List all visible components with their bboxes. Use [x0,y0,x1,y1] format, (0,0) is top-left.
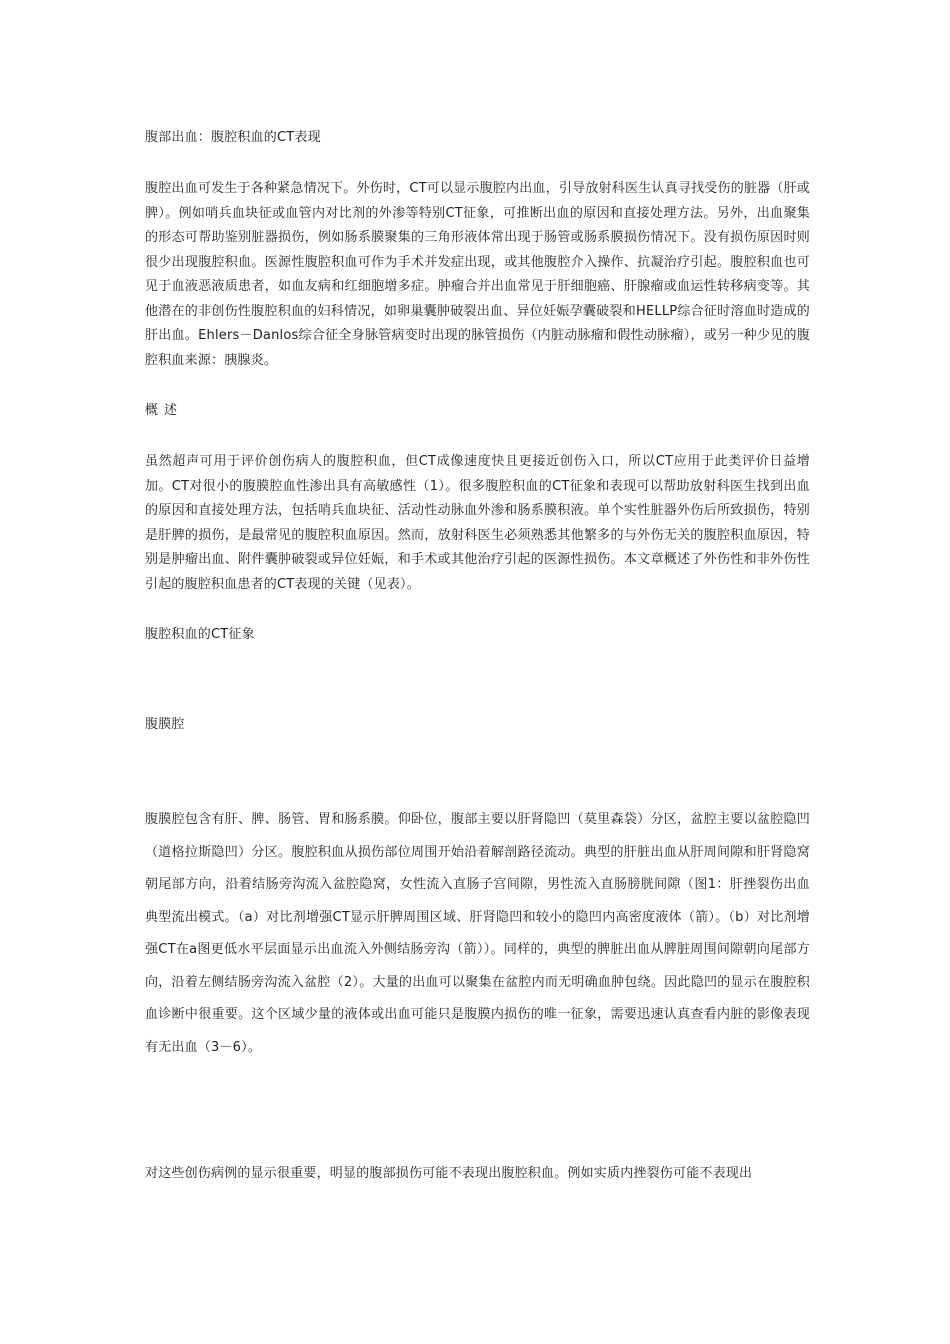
heading-overview: 概述 [145,403,184,418]
paragraph-trauma: 对这些创伤病例的显示很重要，明显的腹部损伤可能不表现出腹腔积血。例如实质内挫裂伤可能不表现出 [145,1166,753,1181]
heading-ct-signs: 腹腔积血的CT征象 [145,627,255,642]
paragraph-intro: 腹腔出血可发生于各种紧急情况下。外伤时，CT可以显示腹腔内出血，引导放射科医生认真寻找受伤的脏器（肝或脾）。例如哨兵血块征或血管内对比剂的外渗等特别CT征象，可推断出血的原因和直接处理方法。另外，出血聚集的形态可帮助鉴别脏器损伤，例如肠系膜聚集的三角形液体常出现于肠管或肠系膜损伤情况下。没有损伤原因时则很少出现腹腔积血。医源性腹腔积血可作为手术并发症出现，或其他腹腔介入操作、抗凝治疗引起。腹腔积血也可见于血液恶液质患者，如血友病和红细胞增多症。肿瘤合并出血常见于肝细胞癌、肝腺瘤或血运性转移病变等。其他潜在的非创伤性腹腔积血的妇科情况，如卵巢囊肿破裂出血、异位妊娠孕囊破裂和HELLP综合征时溶血时造成的肝出血。Ehlers－Danlos综合征全身脉管病变时出现的脉管损伤（内脏动脉瘤和假性动脉瘤），或另一种少见的腹腔积血来源：胰腺炎。 [145,181,810,368]
paragraph-peritoneum: 腹膜腔包含有肝、脾、肠管、胃和肠系膜。仰卧位，腹部主要以肝肾隐凹（莫里森袋）分区，盆腔主要以盆腔隐凹（道格拉斯隐凹）分区。腹腔积血从损伤部位周围开始沿着解剖路径流动。典型的肝脏出血从肝周间隙和肝肾隐窝朝尾部方向，沿着结肠旁沟流入盆腔隐窝，女性流入直肠子宫间隙，男性流入直肠膀胱间隙（图1：肝挫裂伤出血典型流出模式。（a）对比剂增强CT显示肝脾周围区域、肝肾隐凹和较小的隐凹内高密度液体（箭）。（b）对比剂增强CT在a图更低水平层面显示出血流入外侧结肠旁沟（箭））。同样的，典型的脾脏出血从脾脏周围间隙朝向尾部方向，沿着左侧结肠旁沟流入盆腔（2）。大量的出血可以聚集在盆腔内而无明确血肿包绕。因此隐凹的显示在腹腔积血诊断中很重要。这个区域少量的液体或出血可能只是腹膜内损伤的唯一征象，需要迅速认真查看内脏的影像表现有无出血（3－6）。 [145,812,810,1055]
paragraph-overview: 虽然超声可用于评价创伤病人的腹腔积血，但CT成像速度快且更接近创伤入口，所以CT应用于此类评价日益增加。CT对很小的腹膜腔血性渗出具有高敏感性（1）。很多腹腔积血的CT征象和表现可以帮助放射科医生找到出血的原因和直接处理方法，包括哨兵血块征、活动性动脉血外渗和肠系膜积液。单个实性脏器外伤后所致损伤，特别是肝脾的损伤，是最常见的腹腔积血原因。然而，放射科医生必须熟悉其他繁多的与外伤无关的腹腔积血原因，特别是肿瘤出血、附件囊肿破裂或异位妊娠，和手术或其他治疗引起的医源性损伤。本文章概述了外伤性和非外伤性引起的腹腔积血患者的CT表现的关键（见表）。 [145,454,810,592]
document-title: 腹部出血：腹腔积血的CT表现 [145,130,321,145]
heading-peritoneum: 腹膜腔 [145,717,185,732]
